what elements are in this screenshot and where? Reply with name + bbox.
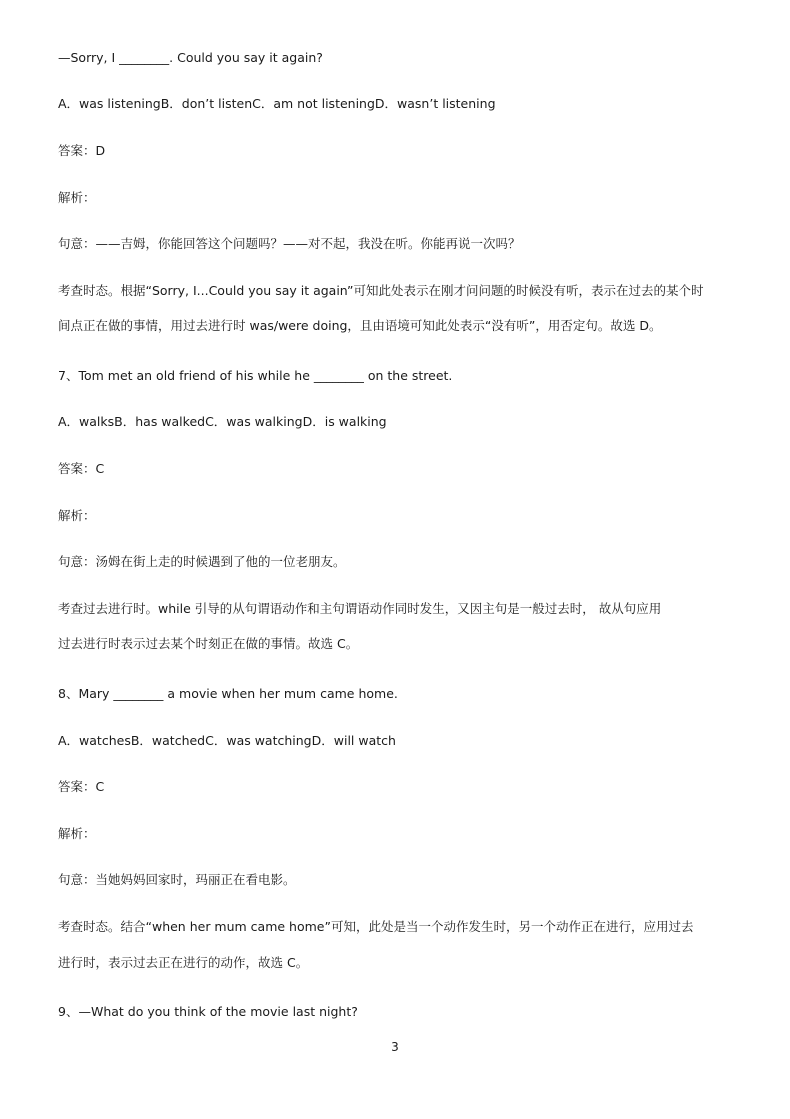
question-7-explanation-line-1: 考查过去进行时。while 引导的从句谓语动作和主句谓语动作同时发生，又因主句是一般过去时， 故从句应用	[58, 601, 662, 616]
question-7-stem: 7、Tom met an old friend of his while he ________ on the street.	[58, 368, 453, 383]
question-6-explanation-line-2: 间点正在做的事情，用过去进行时 was/were doing，且由语境可知此处表示“没有听”，用否定句。故选 D。	[58, 318, 662, 333]
question-6-meaning: 句意：——吉姆，你能回答这个问题吗？——对不起，我没在听。你能再说一次吗？	[58, 236, 521, 251]
question-6-answer: 答案：D	[58, 143, 106, 158]
question-7-options: A．walksB．has walkedC．was walkingD．is walking	[58, 414, 387, 429]
question-8-stem: 8、Mary ________ a movie when her mum came home.	[58, 686, 398, 701]
question-8-explanation-line-2: 进行时，表示过去正在进行的动作，故选 C。	[58, 955, 309, 970]
question-7-analysis-label: 解析：	[58, 508, 96, 523]
question-7-meaning: 句意：汤姆在街上走的时候遇到了他的一位老朋友。	[58, 554, 346, 569]
question-6-explanation-line-1: 考查时态。根据“Sorry, I...Could you say it again”可知此处表示在刚才问问题的时候没有听，表示在过去的某个时	[58, 283, 704, 298]
question-7-answer: 答案：C	[58, 461, 105, 476]
question-7-explanation-line-2: 过去进行时表示过去某个时刻正在做的事情。故选 C。	[58, 636, 359, 651]
question-8-explanation-line-1: 考查时态。结合“when her mum came home”可知，此处是当一个动作发生时，另一个动作正在进行，应用过去	[58, 919, 694, 934]
question-8-analysis-label: 解析：	[58, 826, 96, 841]
question-8-options: A．watchesB．watchedC．was watchingD．will watch	[58, 733, 396, 748]
question-6-analysis-label: 解析：	[58, 190, 96, 205]
question-6-options: A．was listeningB．don’t listenC．am not listeningD．wasn’t listening	[58, 96, 496, 111]
question-8-meaning: 句意：当她妈妈回家时，玛丽正在看电影。	[58, 872, 296, 887]
question-9-stem: 9、—What do you think of the movie last night?	[58, 1004, 358, 1019]
question-8-answer: 答案：C	[58, 779, 105, 794]
question-6-dialogue: —Sorry, I ________. Could you say it again?	[58, 50, 323, 65]
page-number: 3	[391, 1040, 399, 1054]
